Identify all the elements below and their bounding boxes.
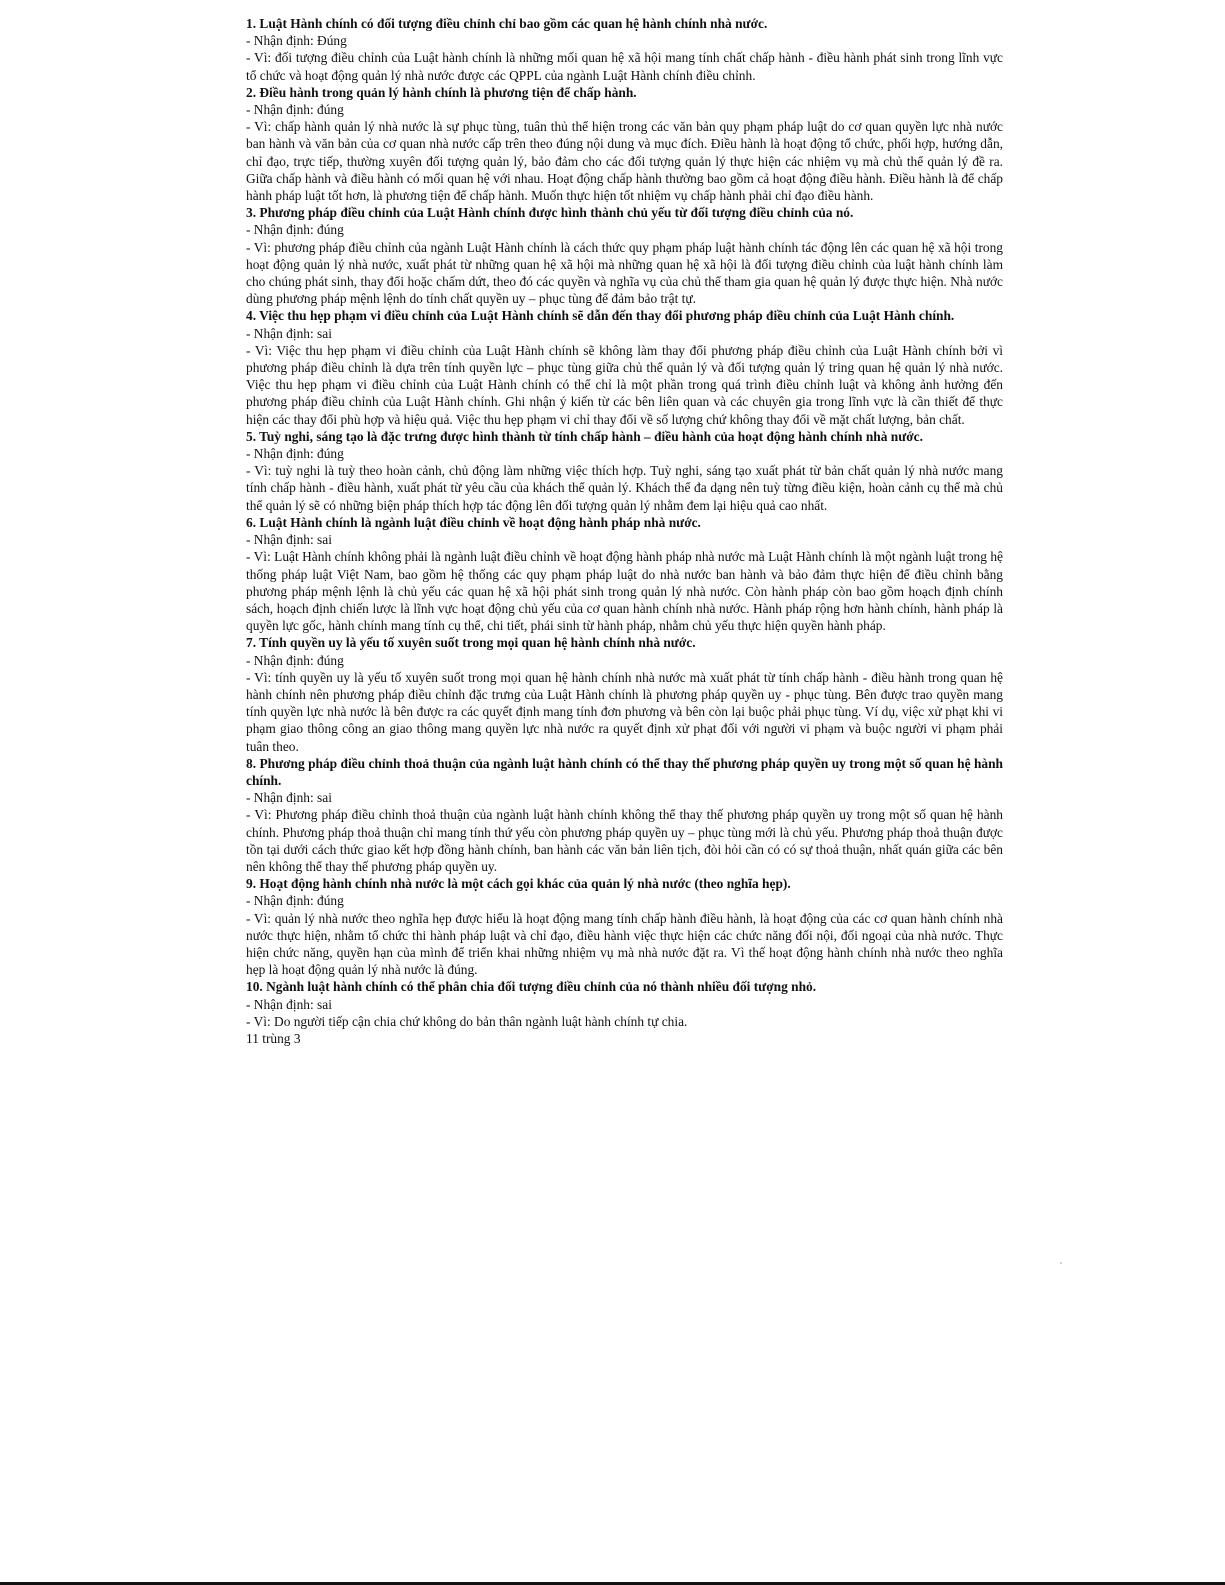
qa-item-2 xyxy=(246,84,1003,204)
reason-paragraph: - Vì: tính quyền uy là yếu tố xuyên suốt trong mọi quan hệ hành chính nhà nước mà xuất phát từ tính chấp hành - điều hành trong quan hệ hành chính nên phương pháp điều chỉnh đặc trưng của Luật Hành chính là phương pháp quyền uy - phục tùng. Bên được trao quyền mang tính quyền lực nhà nước là bên được ra các quyết định mang tính đơn phương và bên còn lại buộc phải phục tùng. Ví dụ, việc xử phạt khi vi phạm giao thông công an giao thông mang quyền lực nhà nước ra quyết định xử phạt đối với người vi phạm và buộc người vi phạm phải tuân theo. xyxy=(246,669,1003,754)
question-heading: 7. Tính quyền uy là yếu tố xuyên suốt trong mọi quan hệ hành chính nhà nước. xyxy=(246,635,696,651)
reason-paragraph: - Vì: Việc thu hẹp phạm vi điều chỉnh của Luật Hành chính sẽ không làm thay đổi phương pháp điều chỉnh của Luật Hành chính bởi vì phương pháp điều chỉnh là dựa trên tính quyền lực – phục tùng giữa chủ thể quản lý và đối tượng quản lý tring quan hệ quản lý nhà nước. Việc thu hẹp phạm vi điều chỉnh của Luật Hành chính có thể chỉ là một phần trong quá trình điều chỉnh luật và không ảnh hưởng đến phương pháp điều chỉnh của Luật Hành chính. Ghi nhận ý kiến từ các bên liên quan và các chuyên gia trong lĩnh vực là cần thiết để thực hiện các thay đổi phù hợp và hiệu quả. Việc thu hẹp phạm vi chỉ thay đổi về số lượng chứ không thay đổi về mặt chất lượng, bản chất. xyxy=(246,342,1003,427)
verdict-line: - Nhận định: đúng xyxy=(246,222,344,238)
reason-paragraph: - Vì: Luật Hành chính không phải là ngành luật điều chỉnh về hoạt động hành pháp nhà nước mà Luật Hành chính là một ngành luật trong hệ thống pháp luật Việt Nam, bao gồm hệ thống các quy phạm pháp luật do nhà nước ban hành và bảo đảm thực hiện để điều chỉnh bằng phương pháp mệnh lệnh là chủ yếu các quan hệ xã hội phát sinh trong quản lý nhà nước. Còn hành pháp còn bao gồm hoạch định chính sách, hoạch định chiến lược là lĩnh vực hoạt động chủ yếu của cơ quan hành chính nhà nước. Hành pháp rộng hơn hành chính, hành pháp là quyền lực gốc, hành chính mang tính cụ thể, chi tiết, phái sinh từ hành pháp, nhằm chủ yếu thực hiện quyền hành pháp. xyxy=(246,549,1003,634)
question-heading: 5. Tuỳ nghi, sáng tạo là đặc trưng được hình thành từ tính chấp hành – điều hành của hoạt động hành chính nhà nước. xyxy=(246,428,923,444)
verdict-line: - Nhận định: đúng xyxy=(246,102,344,118)
verdict-line: - Nhận định: đúng xyxy=(246,446,344,462)
reason-paragraph: - Vì: đối tượng điều chỉnh của Luật hành chính là những mối quan hệ xã hội mang tính chất chấp hành - điều hành phát sinh trong lĩnh vực tổ chức và hoạt động quản lý nhà nước được các QPPL của ngành Luật Hành chính điều chỉnh. xyxy=(246,50,1003,83)
document-page xyxy=(246,15,1003,1047)
verdict-line: - Nhận định: sai xyxy=(246,532,332,548)
qa-item-10 xyxy=(246,978,1003,1030)
footer-note: 11 trùng 3 xyxy=(246,1030,301,1046)
reason-paragraph: - Vì: chấp hành quản lý nhà nước là sự phục tùng, tuân thủ thể hiện trong các văn bản quy phạm pháp luật do cơ quan quyền lực nhà nước ban hành và văn bản của cơ quan nhà nước cấp trên theo đúng nội dung và mục đích. Điều hành là hoạt động tổ chức, phối hợp, hướng dẫn, chỉ đạo, trực tiếp, thường xuyên đối tượng quản lý, bảo đảm cho các đối tượng quản lý thực hiện các nhiệm vụ mà chủ thể quản lý đề ra. Giữa chấp hành và điều hành có mối quan hệ với nhau. Hoạt động chấp hành thường bao gồm cả hoạt động điều hành. Điều hành là để chấp hành pháp luật tốt hơn, là phương tiện để chấp hành. Muốn thực hiện tốt nhiệm vụ chấp hành phải chỉ đạo điều hành. xyxy=(246,119,1003,204)
reason-paragraph: - Vì: Do người tiếp cận chia chứ không do bản thân ngành luật hành chính tự chia. xyxy=(246,1013,688,1029)
question-heading: 8. Phương pháp điều chỉnh thoả thuận của ngành luật hành chính có thể thay thế phương pháp quyền uy trong một số quan hệ hành chính. xyxy=(246,755,1003,788)
qa-item-6 xyxy=(246,514,1003,634)
qa-item-3 xyxy=(246,204,1003,307)
verdict-line: - Nhận định: Đúng xyxy=(246,33,347,49)
verdict-line: - Nhận định: sai xyxy=(246,996,332,1012)
qa-item-9 xyxy=(246,875,1003,978)
verdict-line: - Nhận định: sai xyxy=(246,325,332,341)
scan-speck xyxy=(1060,1262,1062,1264)
reason-paragraph: - Vì: Phương pháp điều chỉnh thoả thuận của ngành luật hành chính không thể thay thế phương pháp quyền uy trong một số quan hệ hành chính. Phương pháp thoả thuận chỉ mang tính thứ yếu còn phương pháp quyền uy – phục tùng mới là chủ yếu. Phương pháp thoả thuận được tồn tại dưới cách thức giao kết hợp đồng hành chính, ban hành các văn bản liên tịch, đòi hỏi cần có có sự thoả thuận, nhất quán giữa các bên nên không thể thay thế phương pháp quyền uy. xyxy=(246,807,1003,874)
qa-item-4 xyxy=(246,307,1003,427)
qa-item-8 xyxy=(246,755,1003,875)
qa-item-5 xyxy=(246,428,1003,514)
question-heading: 2. Điều hành trong quản lý hành chính là phương tiện để chấp hành. xyxy=(246,84,637,100)
reason-paragraph: - Vì: tuỳ nghi là tuỳ theo hoàn cảnh, chủ động làm những việc thích hợp. Tuỳ nghi, sáng tạo xuất phát từ bản chất quản lý nhà nước mang tính chấp hành - điều hành, xuất phát từ yêu cầu của khách thể quản lý. Khách thể đa dạng nên tuỳ từng điều kiện, hoàn cảnh cụ thể mà chủ thể quản lý sẽ có những biện pháp thích hợp tác động lên đối tượng quản lý nhằm đem lại hiệu quả cao nhất. xyxy=(246,463,1003,513)
verdict-line: - Nhận định: đúng xyxy=(246,893,344,909)
question-heading: 1. Luật Hành chính có đối tượng điều chỉnh chỉ bao gồm các quan hệ hành chính nhà nước. xyxy=(246,16,768,31)
reason-paragraph: - Vì: quản lý nhà nước theo nghĩa hẹp được hiểu là hoạt động mang tính chấp hành điều hành, là hoạt động của các cơ quan hành chính nhà nước thực hiện, nhằm tổ chức thi hành pháp luật và chỉ đạo, điều hành việc thực hiện các chức năng đối nội, đối ngoại của nhà nước. Thực hiện chức năng, quyền hạn của mình để triển khai những nhiệm vụ mà nhà nước đặt ra. Vì thế hoạt động hành chính nhà nước theo nghĩa hẹp là hoạt động quản lý nhà nước là đúng. xyxy=(246,910,1003,978)
question-heading: 4. Việc thu hẹp phạm vi điều chỉnh của Luật Hành chính sẽ dẫn đến thay đổi phương pháp điều chỉnh của Luật Hành chính. xyxy=(246,308,955,324)
question-heading: 10. Ngành luật hành chính có thể phân chia đối tượng điều chỉnh của nó thành nhiều đối tượng nhỏ. xyxy=(246,979,817,995)
reason-paragraph: - Vì: phương pháp điều chỉnh của ngành Luật Hành chính là cách thức quy phạm pháp luật hành chính tác động lên các quan hệ xã hội trong hoạt động quản lý nhà nước, xuất phát từ những quan hệ xã hội mà những quan hệ xã hội là đối tượng điều chỉnh của luật hành chính làm cho chúng phát sinh, thay đổi hoặc chấm dứt, theo đó các quyền và nghĩa vụ của chủ thể tham gia quan hệ quản lý được thực hiện. Nhà nước dùng phương pháp mệnh lệnh do tính chất quyền uy – phục tùng để đảm bảo trật tự. xyxy=(246,239,1003,307)
qa-item-7 xyxy=(246,634,1003,754)
qa-item-1 xyxy=(246,15,1003,84)
verdict-line: - Nhận định: đúng xyxy=(246,652,344,668)
question-heading: 6. Luật Hành chính là ngành luật điều chỉnh về hoạt động hành pháp nhà nước. xyxy=(246,514,701,530)
question-heading: 9. Hoạt động hành chính nhà nước là một cách gọi khác của quản lý nhà nước (theo nghĩa hẹp). xyxy=(246,876,791,892)
question-heading: 3. Phương pháp điều chỉnh của Luật Hành chính được hình thành chủ yếu từ đối tượng điều chỉnh của nó. xyxy=(246,205,854,221)
verdict-line: - Nhận định: sai xyxy=(246,790,332,806)
